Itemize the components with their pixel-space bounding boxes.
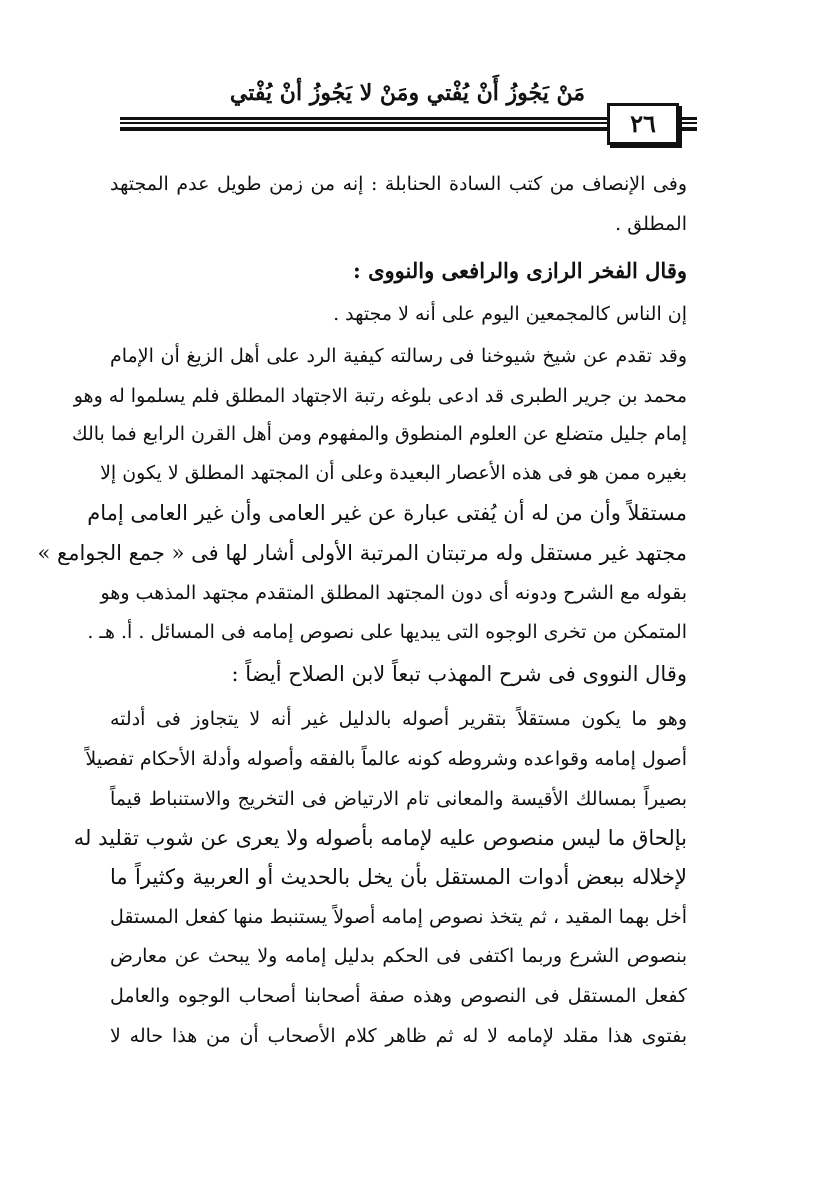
body-line-emphasis: بإلحاق ما ليس منصوص عليه لإمامه بأصوله ولا يعرى عن شوب تقليد له: [73, 826, 687, 850]
body-line: إن الناس كالمجمعين اليوم على أنه لا مجتهد .: [333, 303, 687, 325]
body-line: بفتوى هذا مقلد لإمامه لا له ثم ظاهر كلام الأصحاب أن من هذا حاله لا: [110, 1025, 687, 1047]
body-line: المتمكن من تخرى الوجوه التى يبديها على نصوص إمامه فى المسائل . أ. هـ .: [87, 621, 687, 643]
body-line: إمام جليل متضلع عن العلوم المنطوق والمفهوم ومن أهل القرن الرابع فما بالك: [71, 423, 687, 445]
body-line: المطلق .: [615, 213, 687, 235]
page-number: ٢٦: [607, 103, 679, 145]
body-line: أصول إمامه وقواعده وشروطه كونه عالماً بالفقه وأصوله وأدلة الأحكام تفصيلاً: [85, 748, 687, 770]
body-line: وفى الإنصاف من كتب السادة الحنابلة : إنه من زمن طويل عدم المجتهد: [110, 173, 687, 195]
body-line: بنصوص الشرع وربما اكتفى فى الحكم بدليل إمامه ولا يبحث عن معارض: [110, 945, 687, 967]
body-line-emphasis: مستقلاً وأن من له أن يُفتى عبارة عن غير العامى وأن غير العامى إمام: [87, 501, 687, 525]
body-line-emphasis: لإخلاله ببعض أدوات المستقل بأن يخل بالحديث أو العربية وكثيراً ما: [110, 865, 687, 889]
body-line: أخل بهما المقيد ، ثم يتخذ نصوص إمامه أصولاً يستنبط منها كفعل المستقل: [110, 906, 687, 928]
section-heading: وقال النووى فى شرح المهذب تبعاً لابن الصلاح أيضاً :: [231, 662, 687, 686]
body-line: وهو ما يكون مستقلاً بتقرير أصوله بالدليل غير أنه لا يتجاوز فى أدلته: [110, 708, 687, 730]
body-line-emphasis: مجتهد غير مستقل وله مرتبتان المرتبة الأولى أشار لها فى « جمع الجوامع »: [37, 541, 687, 565]
body-line: وقد تقدم عن شيخ شيوخنا فى رسالته كيفية الرد على أهل الزيغ أن الإمام: [110, 345, 687, 367]
body-line: كفعل المستقل فى النصوص وهذه صفة أصحابنا أصحاب الوجوه والعامل: [110, 985, 687, 1007]
body-line: بغيره ممن هو فى هذه الأعصار البعيدة وعلى أن المجتهد المطلق لا يكون إلا: [100, 462, 687, 484]
body-line: محمد بن جرير الطبرى قد ادعى بلوغه رتبة الاجتهاد المطلق فلم يسلموا له وهو: [73, 385, 687, 407]
body-line: بقوله مع الشرح ودونه أى دون المجتهد المطلق المتقدم مجتهد المذهب وهو: [100, 582, 687, 604]
section-heading: وقال الفخر الرازى والرافعى والنووى :: [353, 258, 687, 283]
running-title: مَنْ يَجُوزُ أَنْ يُفْتي ومَنْ لا يَجُوزُ أنْ يُفْتي: [229, 80, 586, 106]
body-line: بصيراً بمسالك الأقيسة والمعانى تام الارتياض فى التخريج والاستنباط قيماً: [110, 788, 687, 810]
